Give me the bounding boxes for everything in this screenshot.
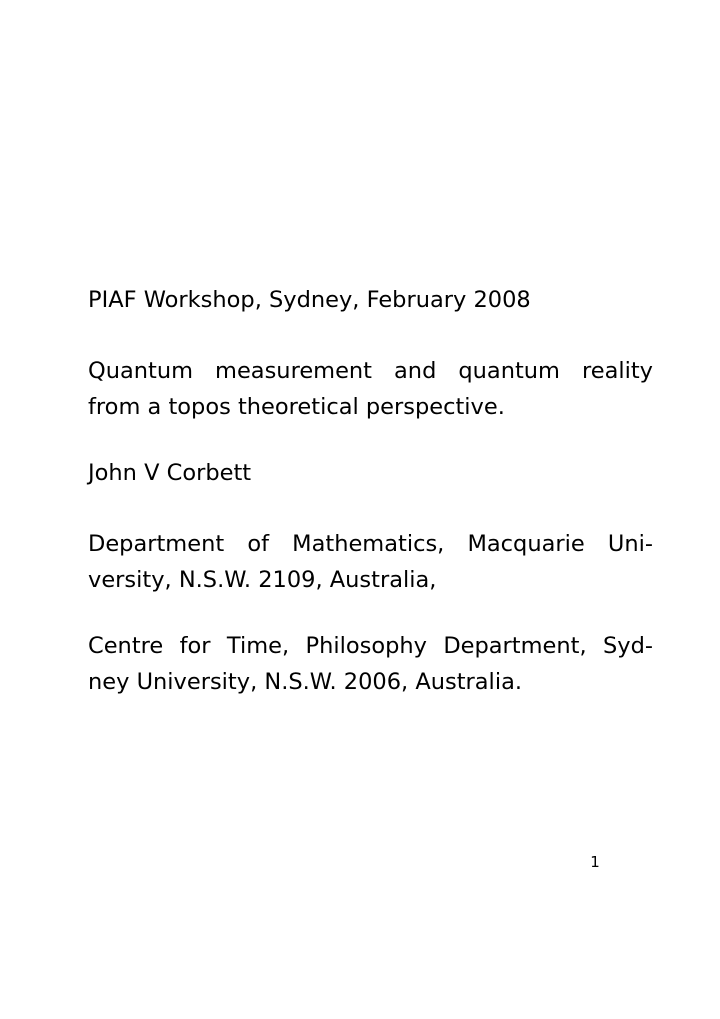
affiliation-2 [88, 628, 653, 700]
affiliation-2-line-2: ney University, N.S.W. 2006, Australia. [88, 669, 523, 695]
talk-title [88, 353, 653, 425]
author [88, 455, 653, 491]
affiliation-1-line-2: versity, N.S.W. 2109, Australia, [88, 567, 437, 593]
affiliation-2-line-1: Centre for Time, Philosophy Department, Syd- [88, 633, 653, 659]
page-number: 1 [590, 853, 600, 871]
talk-title-line-1: Quantum measurement and quantum reality [88, 358, 653, 384]
author-name: John V Corbett [88, 460, 252, 486]
affiliation-1-line-1: Department of Mathematics, Macquarie Uni- [88, 531, 653, 557]
talk-title-line-2: from a topos theoretical perspective. [88, 394, 505, 420]
workshop-text: PIAF Workshop, Sydney, February 2008 [88, 287, 531, 313]
affiliation-1 [88, 526, 653, 598]
workshop-line [88, 282, 653, 318]
